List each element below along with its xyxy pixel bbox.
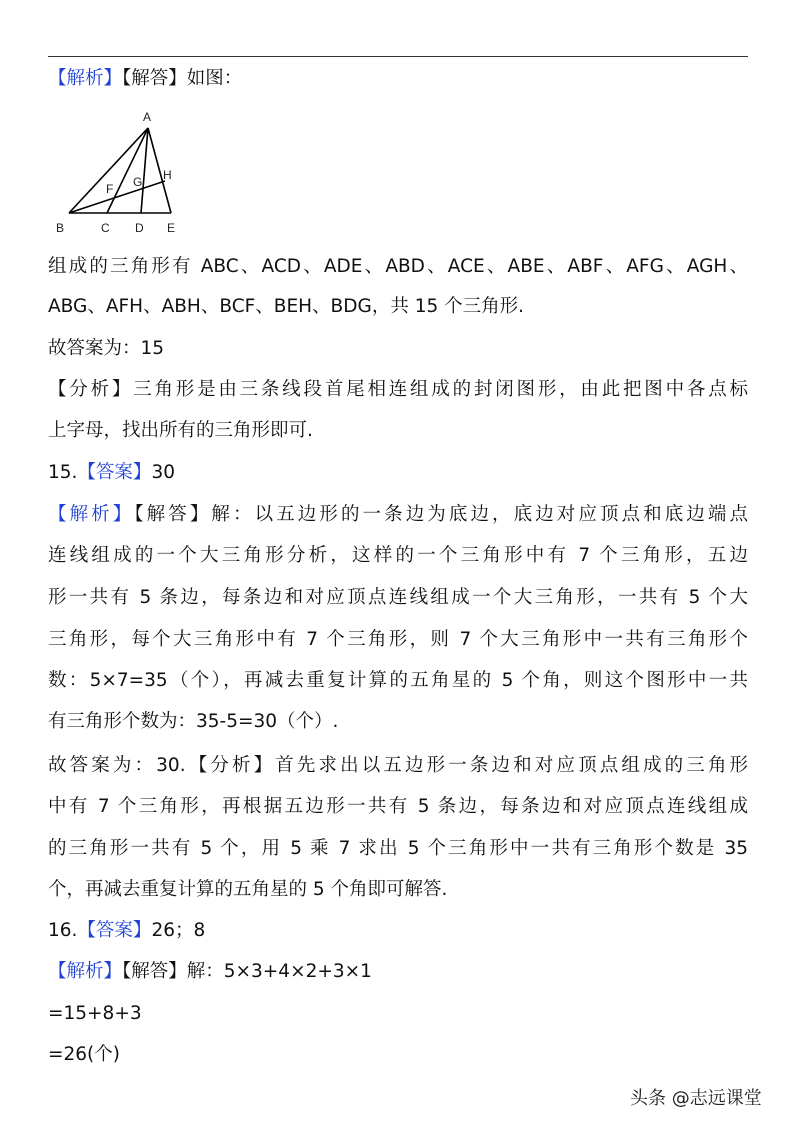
text-line	[48, 378, 748, 402]
section-tag: 【答案】	[77, 462, 152, 483]
text-line	[48, 461, 748, 485]
text-line	[48, 754, 748, 778]
text-run: ABG、AFH、ABH、BCF、BEH、BDG，共 15 个三角形.	[48, 296, 524, 317]
text-run: 【解答】解：5×3+4×2+3×1	[122, 961, 372, 982]
text-run: 数：5×7=35（个），再减去重复计算的五角星的 5 个角，则这个图形中一共	[48, 670, 748, 691]
label-d: D	[135, 221, 144, 235]
text-run: 15.	[48, 462, 78, 483]
text-line	[48, 837, 748, 861]
text-line	[48, 795, 748, 819]
text-line	[48, 919, 748, 943]
section-tag: 【解析】	[48, 68, 123, 89]
text-line	[48, 419, 748, 443]
text-line	[48, 67, 748, 91]
text-run: 26；8	[151, 920, 206, 941]
label-a: A	[143, 110, 152, 124]
text-run: 30	[151, 462, 175, 483]
section-tag: 【解析】	[48, 504, 135, 525]
label-f: F	[106, 182, 114, 196]
text-run: 组成的三角形有 ABC、ACD、ADE、ABD、ACE、ABE、ABF、AFG、AGH、	[48, 256, 748, 277]
text-run: 上字母，找出所有的三角形即可.	[48, 420, 313, 441]
text-line	[48, 1002, 748, 1026]
text-run: 个，再减去重复计算的五角星的 5 个角即可解答.	[48, 879, 448, 900]
text-run: 中有 7 个三角形，再根据五边形一共有 5 条边，每条边和对应顶点连线组成	[48, 796, 748, 817]
text-run: 【分析】三角形是由三条线段首尾相连组成的封闭图形，由此把图中各点标	[48, 379, 748, 400]
text-run: 的三角形一共有 5 个，用 5 乘 7 求出 5 个三角形中一共有三角形个数是 35	[48, 838, 748, 859]
label-g: G	[133, 175, 143, 189]
text-run: 【解答】如图：	[122, 68, 243, 89]
text-line	[48, 586, 748, 610]
text-run: =15+8+3	[48, 1003, 142, 1024]
label-e: E	[167, 221, 176, 235]
text-run: 有三角形个数为：35-5=30（个）.	[48, 711, 339, 732]
text-line	[48, 628, 748, 652]
text-run: =26(个)	[48, 1044, 120, 1065]
text-run: 连线组成的一个大三角形分析，这样的一个三角形中有 7 个三角形，五边	[48, 545, 748, 566]
label-b: B	[56, 221, 65, 235]
text-line	[48, 295, 748, 319]
watermark: 头条 @志远课堂	[630, 1088, 762, 1109]
text-run: 故答案为：30.【分析】首先求出以五边形一条边和对应顶点组成的三角形	[48, 755, 748, 776]
label-c: C	[101, 221, 110, 235]
text-line	[48, 878, 748, 902]
text-run: 形一共有 5 条边，每条边和对应顶点连线组成一个大三角形，一共有 5 个大	[48, 587, 748, 608]
section-tag: 【答案】	[77, 920, 152, 941]
text-run: 故答案为：15	[48, 338, 165, 359]
text-line	[48, 337, 748, 361]
label-h: H	[163, 168, 172, 182]
text-line	[48, 1043, 748, 1067]
text-line	[48, 255, 748, 279]
text-run: 三角形，每个大三角形中有 7 个三角形，则 7 个大三角形中一共有三角形个	[48, 629, 748, 650]
text-line	[48, 669, 748, 693]
text-line	[48, 544, 748, 568]
text-line	[48, 710, 748, 734]
header-rule	[48, 56, 748, 57]
text-run: 【解答】解：以五边形的一条边为底边，底边对应顶点和底边端点	[134, 504, 748, 525]
text-run: 16.	[48, 920, 78, 941]
triangle-diagram	[50, 105, 190, 235]
section-tag: 【解析】	[48, 961, 123, 982]
text-line	[48, 503, 748, 527]
text-line	[48, 960, 748, 984]
